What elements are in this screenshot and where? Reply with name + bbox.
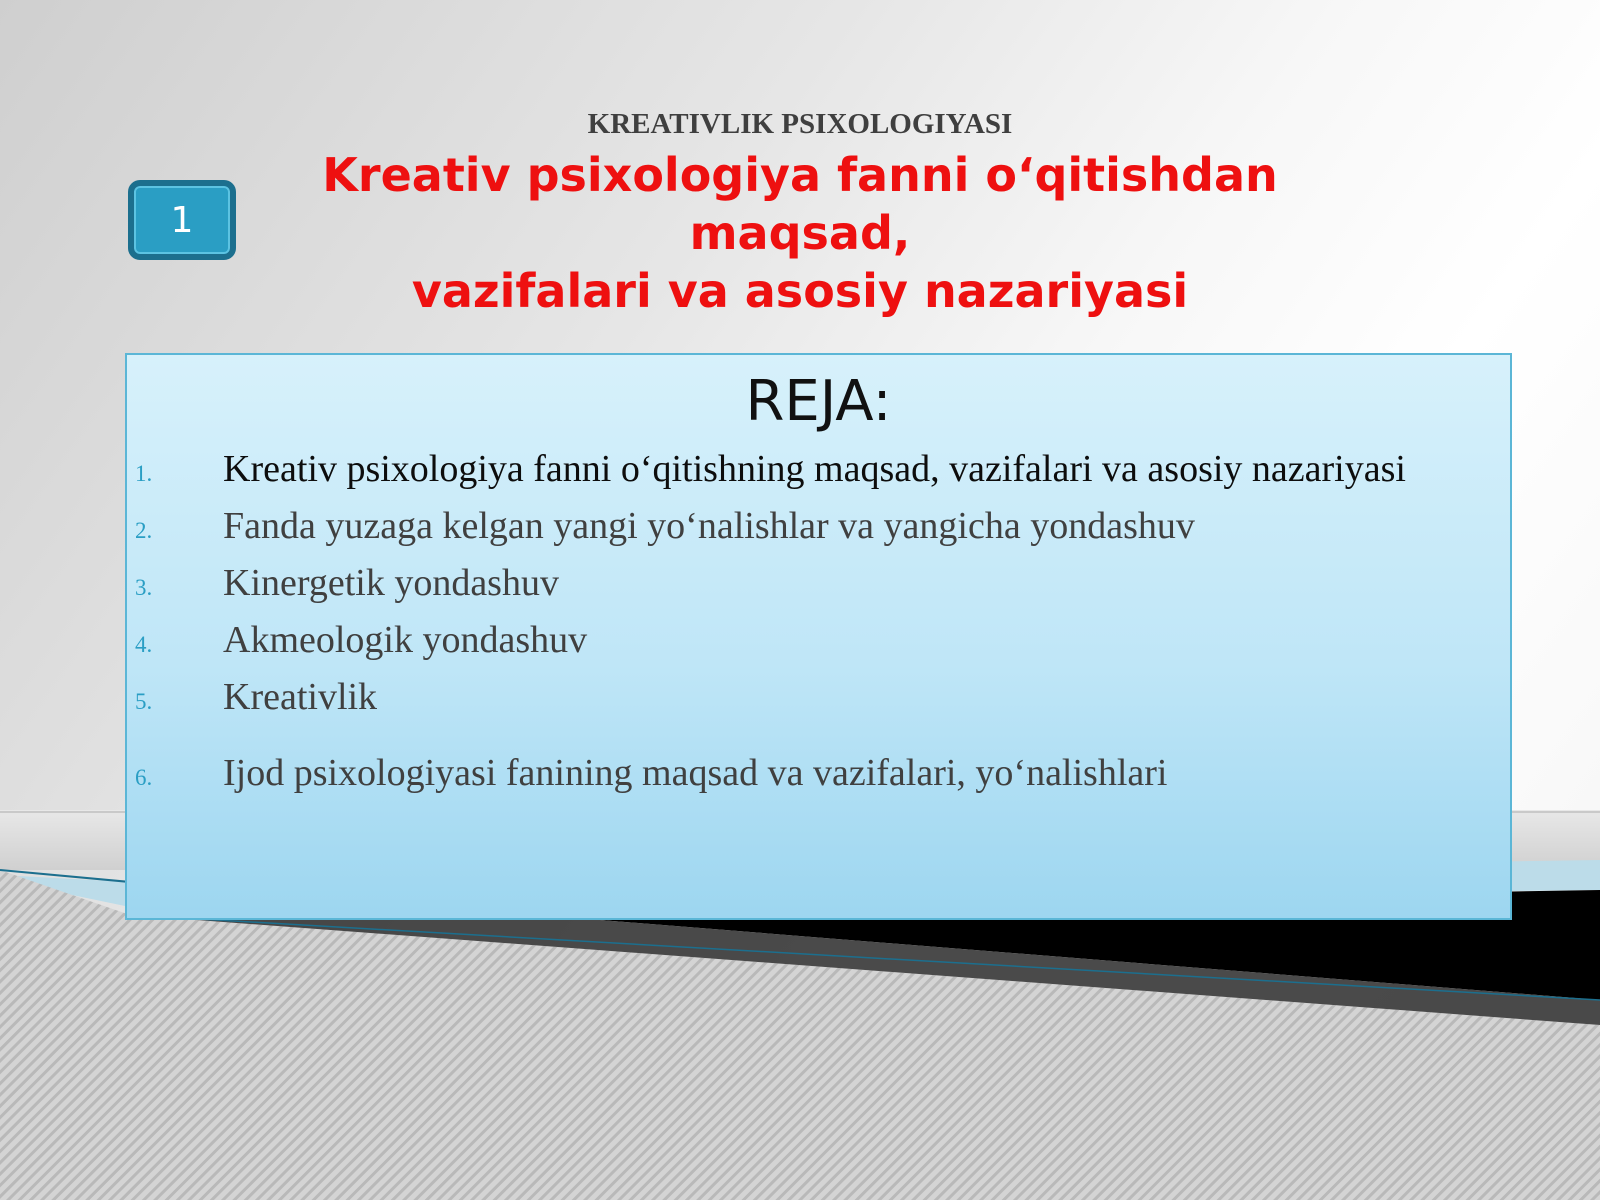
slide-number-badge: 1 (128, 180, 236, 260)
plan-item (127, 675, 1510, 725)
plan-item-number: 2. (135, 518, 153, 543)
plan-item-text: Kreativ psixologiya fanni o‘qitishning maqsad, vazifalari va asosiy nazariyasi (223, 448, 1406, 490)
lecture-title-line-2: vazifalari va asosiy nazariyasi (411, 264, 1189, 318)
plan-item-text: Fanda yuzaga kelgan yangi yo‘nalishlar va yangicha yondashuv (223, 505, 1195, 547)
plan-heading: REJA: (745, 369, 892, 434)
lecture-title (240, 146, 1360, 320)
plan-item (127, 447, 1510, 497)
lecture-title-line-1: Kreativ psixologiya fanni o‘qitishdan maqsad, (322, 148, 1278, 260)
plan-item (127, 504, 1510, 554)
plan-item-text: Akmeologik yondashuv (223, 619, 588, 661)
course-title: KREATIVLIK PSIXOLOGIYASI (587, 108, 1013, 140)
plan-item-number: 1. (135, 461, 153, 486)
plan-item (127, 618, 1510, 668)
plan-item (127, 751, 1510, 801)
plan-item-number: 4. (135, 632, 153, 657)
plan-item (127, 561, 1510, 611)
plan-box (125, 353, 1512, 920)
plan-item-text: Ijod psixologiyasi fanining maqsad va vazifalari, yo‘nalishlari (223, 752, 1168, 794)
plan-item-number: 6. (135, 765, 153, 790)
plan-item-text: Kinergetik yondashuv (223, 562, 559, 604)
plan-item-number: 3. (135, 575, 153, 600)
plan-item-text: Kreativlik (223, 676, 378, 718)
plan-item-number: 5. (135, 689, 153, 714)
